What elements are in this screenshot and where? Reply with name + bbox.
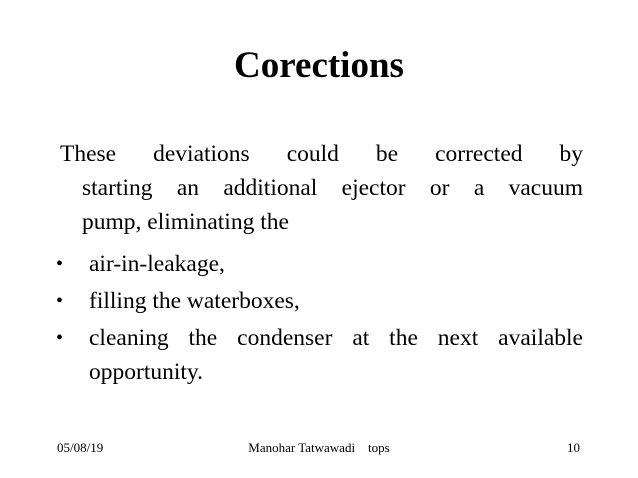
intro-line-2: starting an additional ejector or a vacuum: [82, 175, 583, 201]
intro-paragraph: [60, 137, 583, 239]
bullet-item: [50, 247, 583, 281]
bullet-list: [50, 247, 583, 392]
footer-date: 05/08/19: [57, 440, 104, 455]
footer-author: Manohar Tatwawadi tops: [248, 440, 390, 455]
slide-title: Corections: [234, 45, 404, 86]
bullet-item: [50, 284, 583, 318]
bullet-text-line-2: opportunity.: [89, 359, 204, 385]
bullet-item: [50, 321, 583, 389]
bullet-text: filling the waterboxes,: [89, 288, 300, 314]
bullet-dot-icon: •: [56, 327, 64, 349]
bullet-text: air-in-leakage,: [89, 251, 225, 277]
bullet-dot-icon: •: [56, 290, 64, 312]
intro-line-1: These deviations could be corrected by: [60, 141, 583, 167]
bullet-dot-icon: •: [56, 253, 64, 275]
footer-page-number: 10: [567, 440, 580, 455]
bullet-text-line-1: cleaning the condenser at the next available: [89, 325, 583, 351]
intro-line-3: pump, eliminating the: [82, 209, 289, 235]
